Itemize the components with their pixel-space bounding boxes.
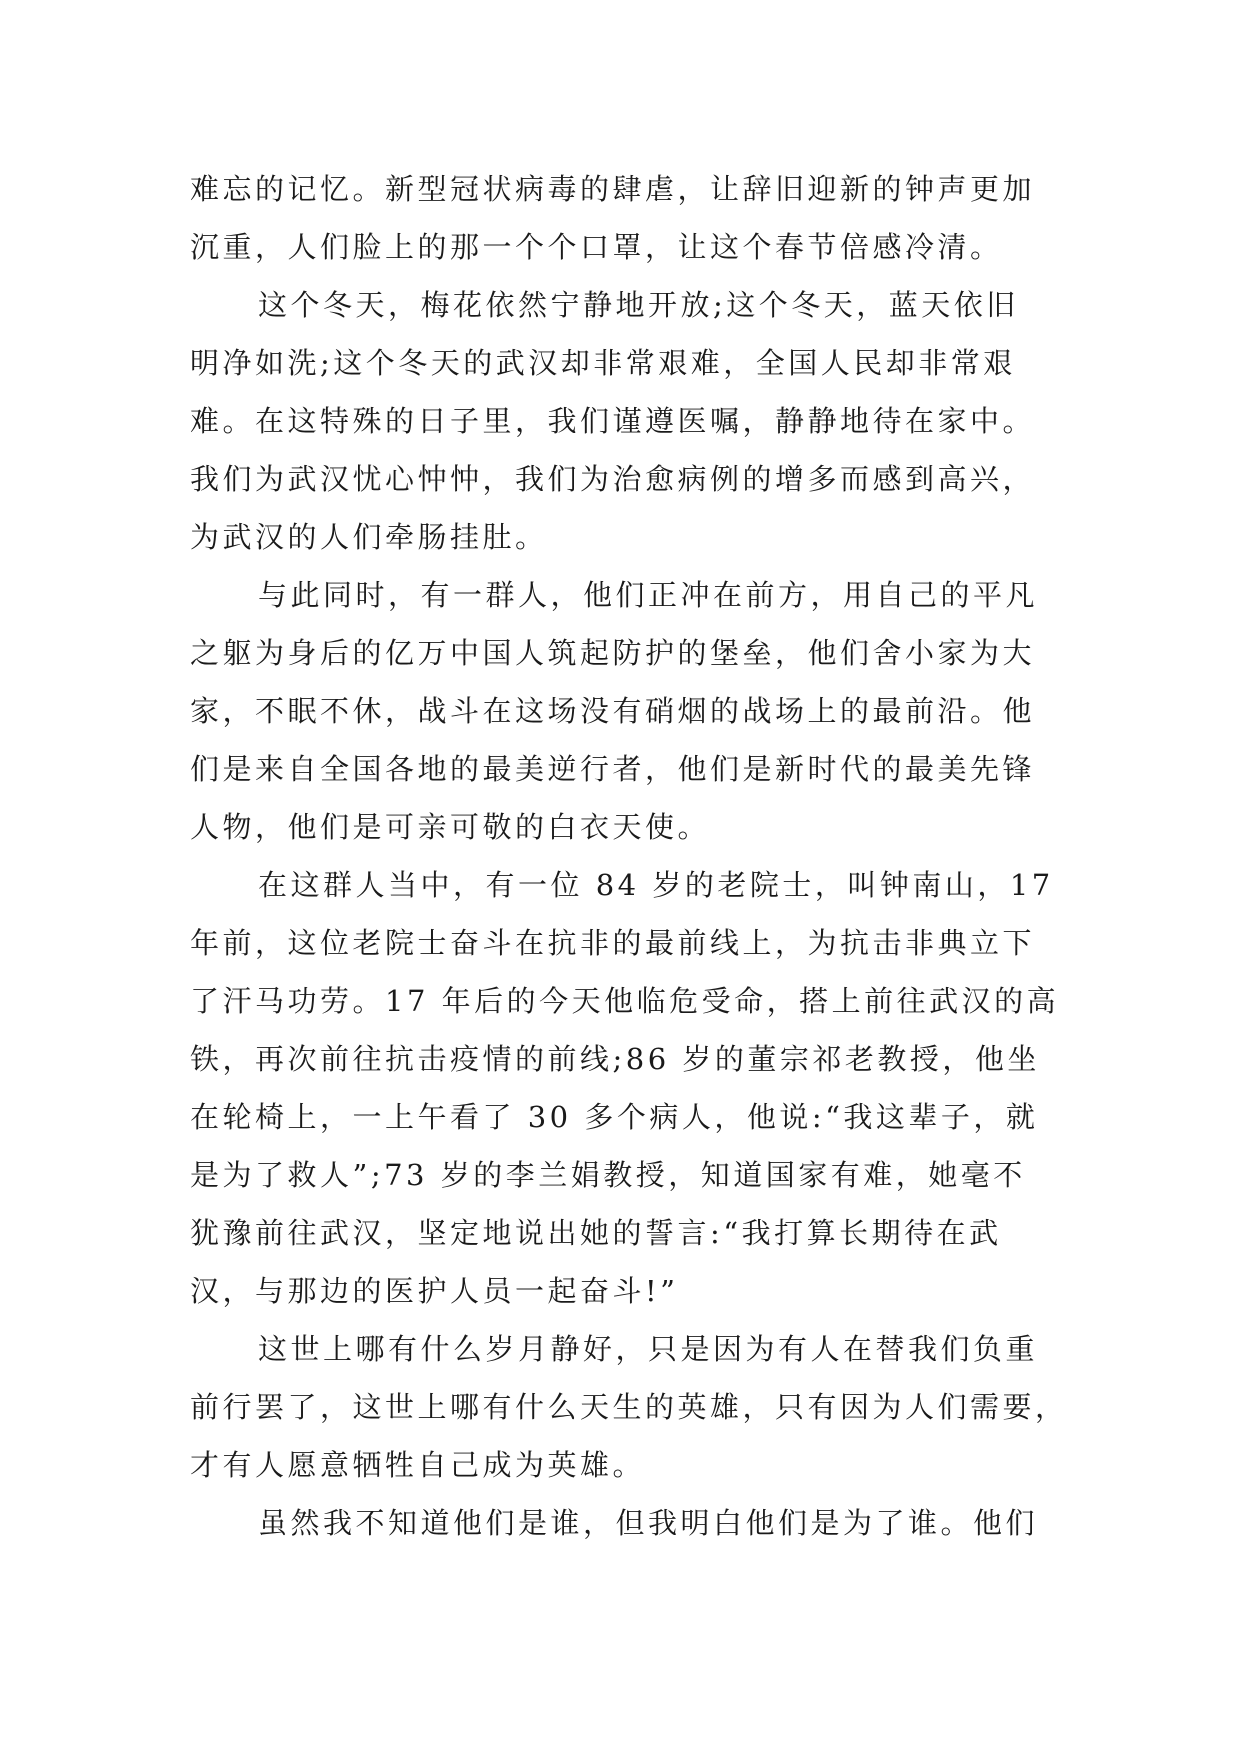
text-line: 难。在这特殊的日子里，我们谨遵医嘱，静静地待在家中。 [190, 404, 1036, 438]
text-line: 我们为武汉忧心忡忡，我们为治愈病例的增多而感到高兴， [190, 462, 1036, 496]
text-line: 明净如洗;这个冬天的武汉却非常艰难，全国人民却非常艰 [190, 346, 1016, 380]
text-line: 在这群人当中，有一位 84 岁的老院士，叫钟南山，17 [258, 868, 1054, 902]
text-line: 与此同时，有一群人，他们正冲在前方，用自己的平凡 [258, 578, 1039, 612]
text-line: 虽然我不知道他们是谁，但我明白他们是为了谁。他们 [258, 1506, 1039, 1540]
text-line: 了汗马功劳。17 年后的今天他临危受命，搭上前往武汉的高 [190, 984, 1060, 1018]
text-line: 是为了救人”;73 岁的李兰娟教授，知道国家有难，她毫不 [190, 1158, 1026, 1192]
text-line: 沉重，人们脸上的那一个个口罩，让这个春节倍感冷清。 [190, 230, 1003, 264]
text-line: 这世上哪有什么岁月静好，只是因为有人在替我们负重 [258, 1332, 1039, 1366]
text-line: 难忘的记忆。新型冠状病毒的肆虐，让辞旧迎新的钟声更加 [190, 172, 1036, 206]
text-line: 才有人愿意牺牲自己成为英雄。 [190, 1448, 646, 1482]
text-line: 为武汉的人们牵肠挂肚。 [190, 520, 548, 554]
text-line: 人物，他们是可亲可敬的白衣天使。 [190, 810, 711, 844]
text-line: 汉，与那边的医护人员一起奋斗!” [190, 1274, 679, 1308]
text-line: 前行罢了，这世上哪有什么天生的英雄，只有因为人们需要， [190, 1390, 1068, 1424]
text-line: 这个冬天，梅花依然宁静地开放;这个冬天，蓝天依旧 [258, 288, 1019, 322]
text-line: 家，不眠不休，战斗在这场没有硝烟的战场上的最前沿。他 [190, 694, 1036, 728]
text-line: 犹豫前往武汉，坚定地说出她的誓言:“我打算长期待在武 [190, 1216, 1002, 1250]
text-line: 铁，再次前往抗击疫情的前线;86 岁的董宗祁老教授，他坐 [190, 1042, 1040, 1076]
text-line: 年前，这位老院士奋斗在抗非的最前线上，为抗击非典立下 [190, 926, 1036, 960]
text-line: 在轮椅上，一上午看了 30 多个病人，他说:“我这辈子，就 [190, 1100, 1039, 1134]
text-line: 之躯为身后的亿万中国人筑起防护的堡垒，他们舍小家为大 [190, 636, 1036, 670]
document-body [190, 160, 1068, 1552]
text-line: 们是来自全国各地的最美逆行者，他们是新时代的最美先锋 [190, 752, 1036, 786]
